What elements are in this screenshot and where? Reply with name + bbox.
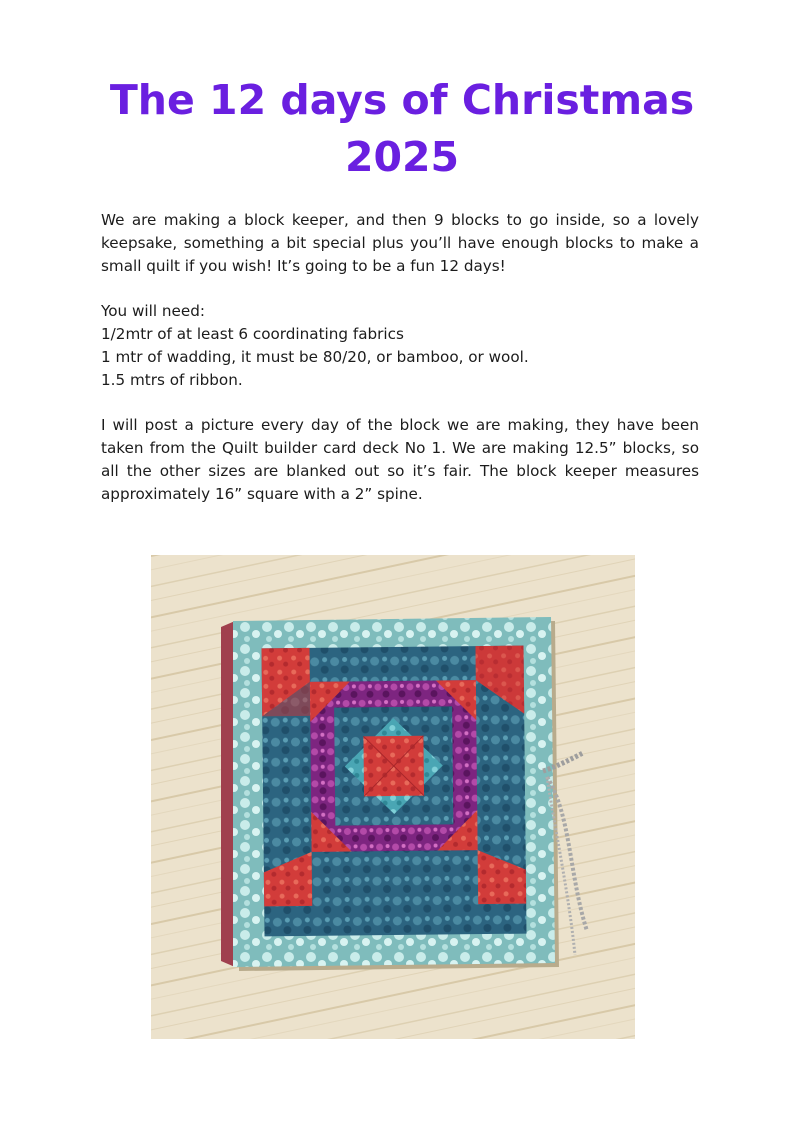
materials-list xyxy=(101,300,699,392)
intro-paragraph: We are making a block keeper, and then 9 blocks to go inside, so a lovely keepsake, something a bit special plus you’ll have enough blocks to make a small quilt if you wish! It’s going to be a fun 12 days! xyxy=(101,211,699,275)
details-paragraph: I will post a picture every day of the block we are making, they have been taken from the Quilt builder card deck No 1. We are making 12.5” blocks, so all the other sizes are blanked out so it’s fair. The block keeper measures approximately 16” square with a 2” spine. xyxy=(101,416,699,503)
block-keeper-photo xyxy=(151,555,635,1039)
title-line-2: 2025 xyxy=(344,133,460,181)
title-line-1: The 12 days of Christmas xyxy=(109,76,695,124)
materials-heading: You will need: xyxy=(101,302,205,320)
materials-item: 1.5 mtrs of ribbon. xyxy=(101,371,243,389)
materials-item: 1 mtr of wadding, it must be 80/20, or bamboo, or wool. xyxy=(101,348,529,366)
materials-item: 1/2mtr of at least 6 coordinating fabrics xyxy=(101,325,404,343)
page-title xyxy=(0,72,804,186)
